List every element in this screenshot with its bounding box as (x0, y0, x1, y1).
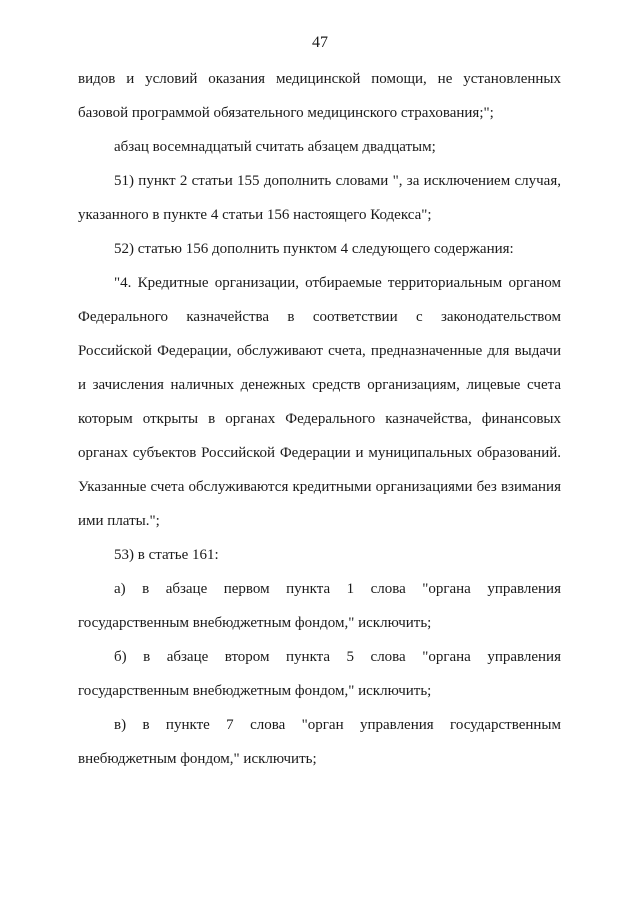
text-line: органах субъектов Российской Федерации и муниципальных образований. (78, 445, 561, 461)
text-line: 51) пункт 2 статьи 155 дополнить словами ", за исключением случая, (114, 173, 561, 189)
text-line: которым открыты в органах Федерального казначейства, финансовых (78, 411, 561, 427)
text-line: Федерального казначейства в соответствии с законодательством (78, 309, 561, 325)
text-line: б) в абзаце втором пункта 5 слова "органа управления (114, 649, 561, 665)
text-line: указанного в пункте 4 статьи 156 настоящего Кодекса"; (78, 207, 432, 223)
text-line: "4. Кредитные организации, отбираемые территориальным органом (114, 275, 561, 291)
text-line: Указанные счета обслуживаются кредитными организациями без взимания (78, 479, 561, 495)
text-line: видов и условий оказания медицинской помощи, не установленных (78, 71, 561, 87)
text-line: 52) статью 156 дополнить пунктом 4 следующего содержания: (114, 241, 514, 257)
text-line: в) в пункте 7 слова "орган управления государственным (114, 717, 561, 733)
text-line: Российской Федерации, обслуживают счета, предназначенные для выдачи (78, 343, 561, 359)
document-body (78, 62, 561, 776)
text-line: государственным внебюджетным фондом," исключить; (78, 683, 432, 699)
text-line: 53) в статье 161: (114, 547, 219, 563)
text-line: ими платы."; (78, 513, 160, 529)
page-number: 47 (312, 34, 328, 51)
text-line: абзац восемнадцатый считать абзацем двадцатым; (114, 139, 436, 155)
text-line: и зачисления наличных денежных средств организациям, лицевые счета (78, 377, 561, 393)
text-line: внебюджетным фондом," исключить; (78, 751, 317, 767)
text-line: а) в абзаце первом пункта 1 слова "органа управления (114, 581, 561, 597)
text-line: базовой программой обязательного медицинского страхования;"; (78, 105, 494, 121)
text-line: государственным внебюджетным фондом," исключить; (78, 615, 432, 631)
